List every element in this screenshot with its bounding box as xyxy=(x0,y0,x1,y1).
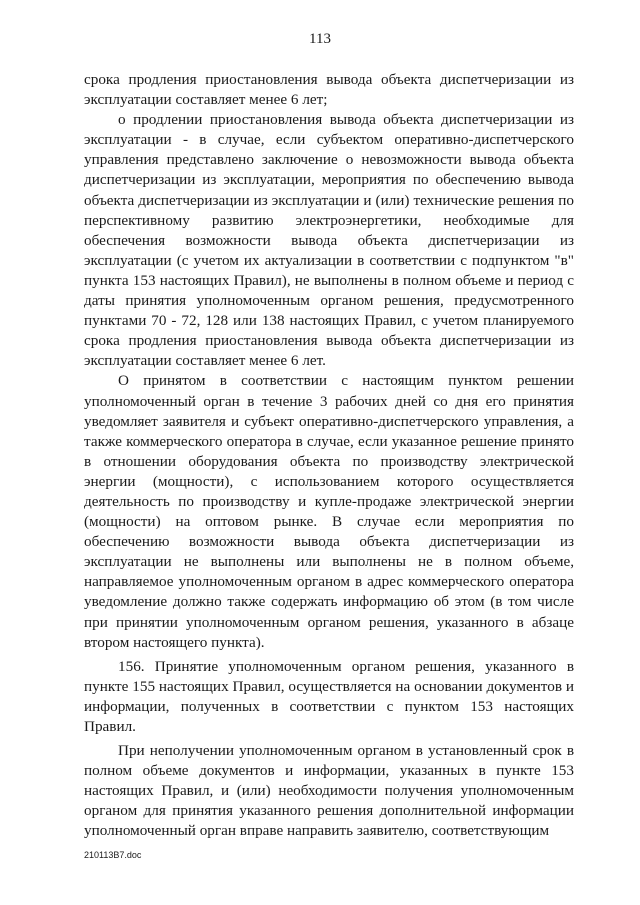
footer-doc-id: 210113В7.doc xyxy=(84,850,142,860)
paragraph-1: срока продления приостановления вывода объекта диспетчеризации из эксплуатации составляет менее 6 лет; xyxy=(84,71,574,109)
paragraph-3: О принятом в соответствии с настоящим пунктом решении уполномоченный орган в течение 3 рабочих дней со дня его принятия уведомляет заявителя и субъект оперативно-диспетчерского управления, а также коммерческого оператора в случае, если указанное решение принято в отношении оборудования объекта по производству электрической энергии (мощности), с использованием которого осуществляется деятельность по производству и купле-продаже электрической энергии (мощности) на оптовом рынке. В случае если мероприятия по обеспечению возможности вывода объекта диспетчеризации из эксплуатации не выполнены или выполнены не в полном объеме, направляемое уполномоченным органом в адрес коммерческого оператора уведомление должно также содержать информацию об этом (в том числе при принятии уполномоченным органом решения, указанного в абзаце втором настоящего пункта). xyxy=(84,372,574,651)
document-body xyxy=(84,70,574,842)
paragraph-5: При неполучении уполномоченным органом в установленный срок в полном объеме документов и информации, указанных в пункте 153 настоящих Правил, и (или) необходимости получения уполномоченным органом для принятия указанного решения дополнительной информации уполномоченный орган вправе направить заявителю, соответствующим xyxy=(84,742,574,840)
paragraph-4: 156. Принятие уполномоченным органом решения, указанного в пункте 155 настоящих Правил, осуществляется на основании документов и информации, полученных в соответствии с пунктом 153 настоящих Правил. xyxy=(84,657,574,735)
page-number: 113 xyxy=(309,31,331,47)
paragraph-2: о продлении приостановления вывода объекта диспетчеризации из эксплуатации - в случае, если субъектом оперативно-диспетчерского управления представлено заключение о невозможности вывода объекта диспетчеризации из эксплуатации, мероприятия по обеспечению вывода объекта диспетчеризации из эксплуатации и (или) технические решения по перспективному развитию электроэнергетики, необходимые для обеспечения возможности вывода объекта диспетчеризации из эксплуатации (с учетом их актуализации в соответствии с подпунктом "в" пункта 153 настоящих Правил), не выполнены в полном объеме и период с даты принятия уполномоченным органом решения, предусмотренного пунктами 70 - 72, 128 или 138 настоящих Правил, с учетом планируемого срока продления приостановления вывода объекта диспетчеризации из эксплуатации составляет менее 6 лет. xyxy=(84,111,574,370)
